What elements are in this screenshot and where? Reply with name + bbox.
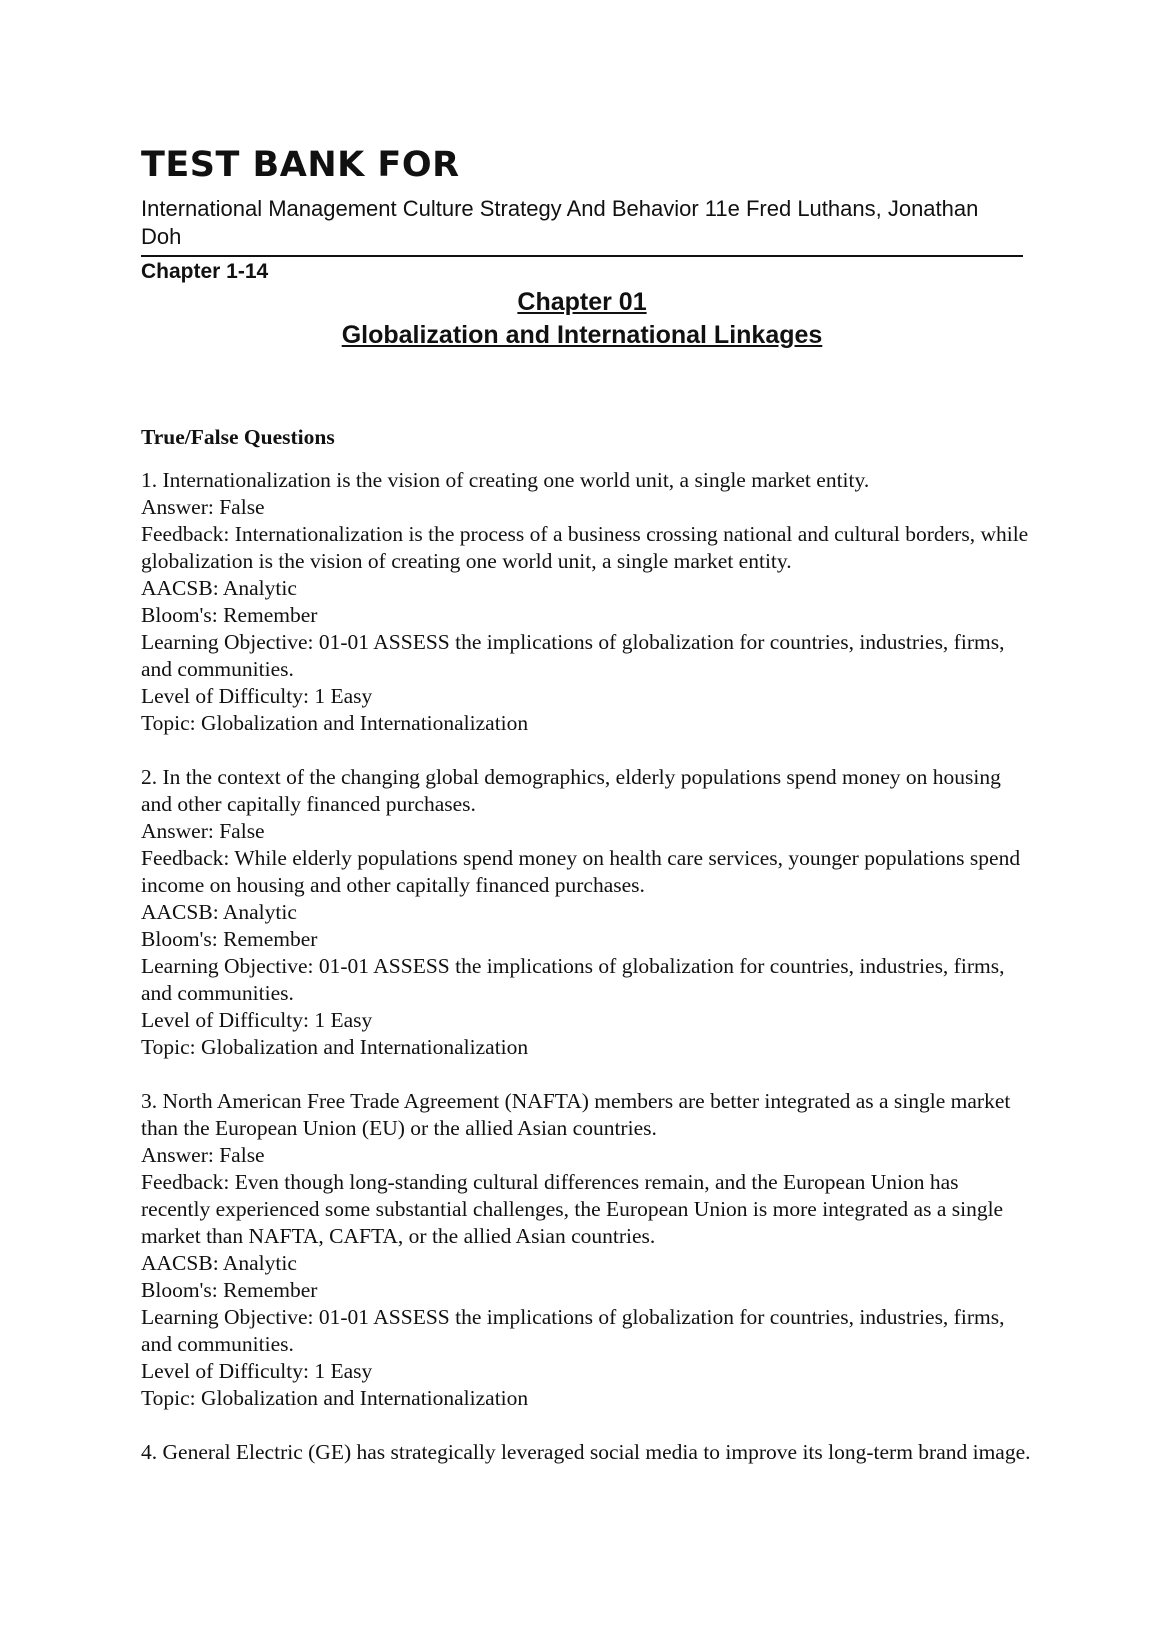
question-feedback: Feedback: Even though long-standing cultural differences remain, and the European Union has recently experienced some substantial challenges, the European Union is more integrated as a single market than NAFTA, CAFTA, or the allied Asian countries. xyxy=(141,1170,1009,1248)
question-item xyxy=(141,764,1031,1061)
question-difficulty: Level of Difficulty: 1 Easy xyxy=(141,1359,373,1383)
question-blooms: Bloom's: Remember xyxy=(141,1278,318,1302)
question-objective: Learning Objective: 01-01 ASSESS the implications of globalization for countries, industries, firms, and communities. xyxy=(141,630,1010,681)
question-text: 3. North American Free Trade Agreement (NAFTA) members are better integrated as a single market than the European Union (EU) or the allied Asian countries. xyxy=(141,1089,1016,1140)
question-feedback: Feedback: Internationalization is the process of a business crossing national and cultural borders, while globalization is the vision of creating one world unit, a single market entity. xyxy=(141,522,1034,573)
question-aacsb: AACSB: Analytic xyxy=(141,900,297,924)
chapter-heading xyxy=(141,286,1023,352)
question-text: 4. General Electric (GE) has strategically leveraged social media to improve its long-term brand image. xyxy=(141,1440,1031,1464)
section-label: True/False Questions xyxy=(141,425,335,449)
question-topic: Topic: Globalization and Internationalization xyxy=(141,1386,529,1410)
question-list xyxy=(141,467,1034,1493)
question-item xyxy=(141,1088,1031,1412)
chapter-number: Chapter 01 xyxy=(517,288,647,316)
question-text: 2. In the context of the changing global demographics, elderly populations spend money on housing and other capitally financed purchases. xyxy=(141,765,1007,816)
question-topic: Topic: Globalization and Internationalization xyxy=(141,711,529,735)
chapter-range: Chapter 1-14 xyxy=(141,260,269,283)
question-item xyxy=(141,467,1034,737)
question-item xyxy=(141,1439,1031,1466)
question-topic: Topic: Globalization and Internationalization xyxy=(141,1035,529,1059)
question-objective: Learning Objective: 01-01 ASSESS the implications of globalization for countries, industries, firms, and communities. xyxy=(141,1305,1010,1356)
document-title: TEST BANK FOR xyxy=(141,145,460,185)
chapter-title: Globalization and International Linkages xyxy=(341,321,823,349)
question-objective: Learning Objective: 01-01 ASSESS the implications of globalization for countries, industries, firms, and communities. xyxy=(141,954,1010,1005)
question-difficulty: Level of Difficulty: 1 Easy xyxy=(141,1008,373,1032)
question-blooms: Bloom's: Remember xyxy=(141,927,318,951)
question-difficulty: Level of Difficulty: 1 Easy xyxy=(141,684,373,708)
question-aacsb: AACSB: Analytic xyxy=(141,1251,297,1275)
header-divider xyxy=(141,255,1023,257)
question-feedback: Feedback: While elderly populations spend money on health care services, younger populations spend income on housing and other capitally financed purchases. xyxy=(141,846,1026,897)
question-aacsb: AACSB: Analytic xyxy=(141,576,297,600)
document-subtitle: International Management Culture Strategy And Behavior 11e Fred Luthans, Jonathan Doh xyxy=(141,196,979,249)
question-blooms: Bloom's: Remember xyxy=(141,603,318,627)
question-text: 1. Internationalization is the vision of creating one world unit, a single market entity. xyxy=(141,468,870,492)
question-answer: Answer: False xyxy=(141,495,265,519)
question-answer: Answer: False xyxy=(141,819,265,843)
question-answer: Answer: False xyxy=(141,1143,265,1167)
